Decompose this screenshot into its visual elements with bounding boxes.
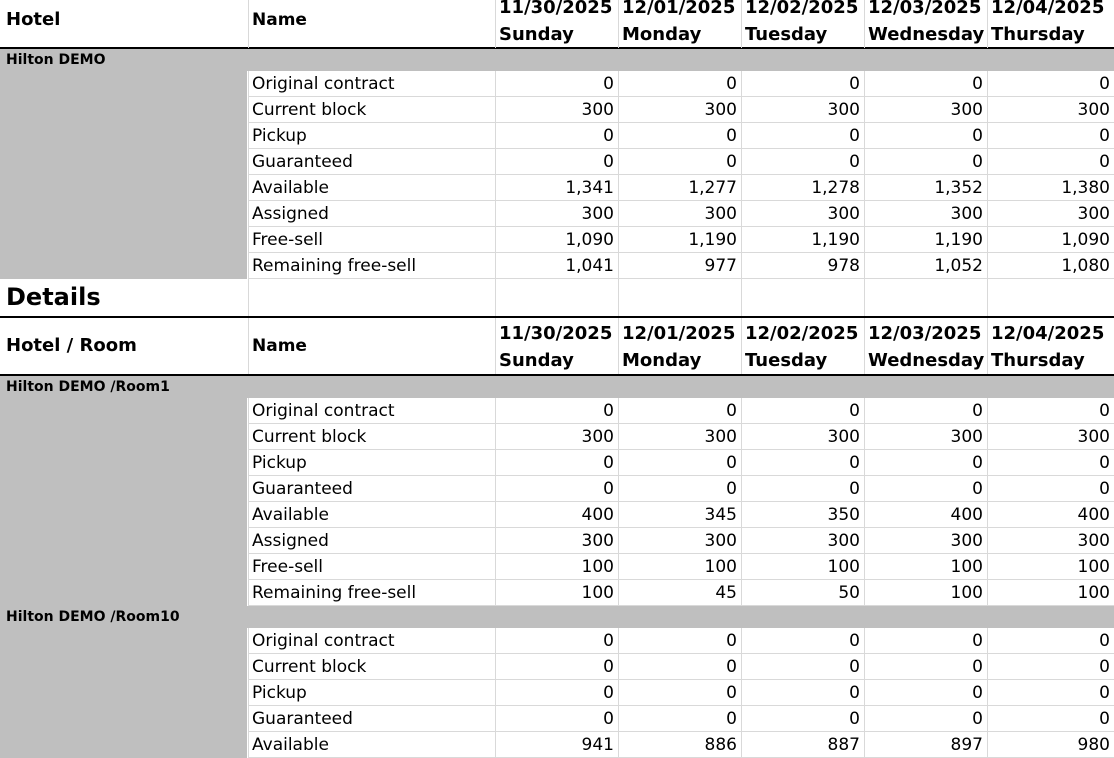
details-g0-row-1-value-0: 300 bbox=[581, 427, 614, 447]
details-name-header: Name bbox=[252, 336, 307, 356]
summary-date-3: 12/03/2025 bbox=[868, 0, 982, 18]
summary-g0-row-2-value-3: 0 bbox=[972, 126, 983, 146]
details-g0-row-5-value-4: 300 bbox=[1077, 531, 1110, 551]
details-g0-row-6-value-1: 100 bbox=[704, 557, 737, 577]
summary-day-2: Tuesday bbox=[745, 24, 828, 45]
summary-g0-row-1-value-3: 300 bbox=[950, 100, 983, 120]
details-g1-row-2-value-0: 0 bbox=[603, 683, 614, 703]
details-g0-row-label-5: Assigned bbox=[252, 531, 329, 551]
details-g0-row-1-value-4: 300 bbox=[1077, 427, 1110, 447]
details-g0-row-6-value-4: 100 bbox=[1077, 557, 1110, 577]
summary-hotel-header: Hotel bbox=[6, 9, 61, 30]
details-g0-row-label-2: Pickup bbox=[252, 453, 307, 473]
details-g1-row-4-value-0: 941 bbox=[581, 735, 614, 755]
details-g0-row-4-value-3: 400 bbox=[950, 505, 983, 525]
summary-day-1: Monday bbox=[622, 24, 702, 45]
details-g0-row-7-value-1: 45 bbox=[715, 583, 737, 603]
summary-g0-vgrid-6 bbox=[987, 71, 988, 279]
summary-g0-row-4-value-1: 1,277 bbox=[688, 178, 737, 198]
summary-g0-row-4-value-4: 1,380 bbox=[1061, 178, 1110, 198]
details-g0-row-5-value-2: 300 bbox=[827, 531, 860, 551]
details-g1-row-label-0: Original contract bbox=[252, 631, 395, 651]
details-g0-vgrid-5 bbox=[864, 398, 865, 606]
details-g1-row-4-value-1: 886 bbox=[704, 735, 737, 755]
summary-g0-row-label-3: Guaranteed bbox=[252, 152, 353, 172]
details-g1-row-2-value-3: 0 bbox=[972, 683, 983, 703]
details-g0-row-5-value-3: 300 bbox=[950, 531, 983, 551]
details-g0-row-label-1: Current block bbox=[252, 427, 367, 447]
details-g1-row-0-value-2: 0 bbox=[849, 631, 860, 651]
summary-day-0: Sunday bbox=[499, 24, 574, 45]
summary-g0-row-3-value-1: 0 bbox=[726, 152, 737, 172]
details-g0-row-1-value-1: 300 bbox=[704, 427, 737, 447]
summary-g0-row-0-value-0: 0 bbox=[603, 74, 614, 94]
details-g0-row-0-value-3: 0 bbox=[972, 401, 983, 421]
details-g0-vgrid-1 bbox=[248, 398, 249, 606]
details-g1-vgrid-2 bbox=[495, 628, 496, 758]
details-g0-row-6-value-3: 100 bbox=[950, 557, 983, 577]
details-g0-vgrid-4 bbox=[741, 398, 742, 606]
details-g1-row-0-value-4: 0 bbox=[1099, 631, 1110, 651]
summary-g0-row-0-value-2: 0 bbox=[849, 74, 860, 94]
summary-g0-row-5-value-2: 300 bbox=[827, 204, 860, 224]
details-g0-row-5-value-1: 300 bbox=[704, 531, 737, 551]
summary-g0-group-column bbox=[0, 71, 247, 279]
details-title-vgrid-1 bbox=[248, 279, 249, 317]
details-date-3: 12/03/2025 bbox=[868, 323, 982, 344]
details-day-2: Tuesday bbox=[745, 350, 828, 371]
summary-name-header: Name bbox=[252, 10, 307, 30]
details-g1-row-label-2: Pickup bbox=[252, 683, 307, 703]
details-header-vgrid-5 bbox=[864, 318, 865, 374]
summary-g0-row-4-value-2: 1,278 bbox=[811, 178, 860, 198]
details-g0-row-4-value-2: 350 bbox=[827, 505, 860, 525]
details-title-vgrid-3 bbox=[618, 279, 619, 317]
details-g0-row-0-value-1: 0 bbox=[726, 401, 737, 421]
summary-date-1: 12/01/2025 bbox=[622, 0, 736, 18]
details-g0-row-3-value-0: 0 bbox=[603, 479, 614, 499]
details-g0-row-label-4: Available bbox=[252, 505, 329, 525]
summary-g0-row-3-value-4: 0 bbox=[1099, 152, 1110, 172]
details-g1-row-3-value-4: 0 bbox=[1099, 709, 1110, 729]
details-g1-row-label-4: Available bbox=[252, 735, 329, 755]
summary-day-4: Thursday bbox=[991, 24, 1085, 45]
details-g0-row-0-value-2: 0 bbox=[849, 401, 860, 421]
details-g0-row-7-value-0: 100 bbox=[581, 583, 614, 603]
summary-g0-row-5-value-4: 300 bbox=[1077, 204, 1110, 224]
details-g1-row-label-1: Current block bbox=[252, 657, 367, 677]
details-g0-row-label-7: Remaining free-sell bbox=[252, 583, 417, 603]
summary-g0-row-1-value-4: 300 bbox=[1077, 100, 1110, 120]
summary-g0-row-1-value-1: 300 bbox=[704, 100, 737, 120]
details-g1-vgrid-5 bbox=[864, 628, 865, 758]
summary-g0-row-label-2: Pickup bbox=[252, 126, 307, 146]
details-g0-row-2-value-3: 0 bbox=[972, 453, 983, 473]
summary-g0-row-5-value-1: 300 bbox=[704, 204, 737, 224]
summary-g0-vgrid-3 bbox=[618, 71, 619, 279]
details-g1-row-1-value-2: 0 bbox=[849, 657, 860, 677]
details-date-0: 11/30/2025 bbox=[499, 323, 613, 344]
summary-g0-row-label-0: Original contract bbox=[252, 74, 395, 94]
details-g0-row-7-value-4: 100 bbox=[1077, 583, 1110, 603]
summary-g0-vgrid-2 bbox=[495, 71, 496, 279]
details-g1-row-3-value-1: 0 bbox=[726, 709, 737, 729]
details-g0-row-2-value-4: 0 bbox=[1099, 453, 1110, 473]
summary-g0-vgrid-4 bbox=[741, 71, 742, 279]
details-day-0: Sunday bbox=[499, 350, 574, 371]
summary-g0-row-6-value-2: 1,190 bbox=[811, 230, 860, 250]
summary-g0-row-4-value-0: 1,341 bbox=[565, 178, 614, 198]
summary-day-3: Wednesday bbox=[868, 24, 985, 45]
details-g1-group-label: Hilton DEMO /Room10 bbox=[6, 609, 180, 625]
details-g0-row-1-value-3: 300 bbox=[950, 427, 983, 447]
summary-g0-vgrid-5 bbox=[864, 71, 865, 279]
summary-g0-row-1-value-2: 300 bbox=[827, 100, 860, 120]
summary-g0-row-2-value-4: 0 bbox=[1099, 126, 1110, 146]
details-g1-row-1-value-1: 0 bbox=[726, 657, 737, 677]
details-date-4: 12/04/2025 bbox=[991, 323, 1105, 344]
summary-g0-row-label-5: Assigned bbox=[252, 204, 329, 224]
details-g1-row-0-value-3: 0 bbox=[972, 631, 983, 651]
details-g1-group-column bbox=[0, 628, 247, 758]
summary-g0-row-7-value-3: 1,052 bbox=[934, 256, 983, 276]
details-g0-group-column bbox=[0, 398, 247, 606]
details-title-vgrid-6 bbox=[987, 279, 988, 317]
details-header-vgrid-6 bbox=[987, 318, 988, 374]
details-g0-row-7-value-3: 100 bbox=[950, 583, 983, 603]
summary-g0-row-4-value-3: 1,352 bbox=[934, 178, 983, 198]
summary-g0-row-label-7: Remaining free-sell bbox=[252, 256, 417, 276]
details-day-3: Wednesday bbox=[868, 350, 985, 371]
details-g1-row-3-value-2: 0 bbox=[849, 709, 860, 729]
details-header-vgrid-4 bbox=[741, 318, 742, 374]
summary-g0-row-0-value-3: 0 bbox=[972, 74, 983, 94]
details-title-vgrid-4 bbox=[741, 279, 742, 317]
details-g1-row-3-value-0: 0 bbox=[603, 709, 614, 729]
summary-g0-row-7-value-0: 1,041 bbox=[565, 256, 614, 276]
summary-header-vgrid-3 bbox=[618, 0, 619, 48]
details-g1-vgrid-6 bbox=[987, 628, 988, 758]
summary-g0-row-2-value-1: 0 bbox=[726, 126, 737, 146]
details-g1-row-1-value-0: 0 bbox=[603, 657, 614, 677]
details-g0-vgrid-2 bbox=[495, 398, 496, 606]
details-g1-row-1-value-3: 0 bbox=[972, 657, 983, 677]
details-g1-row-0-value-1: 0 bbox=[726, 631, 737, 651]
details-title-vgrid-2 bbox=[495, 279, 496, 317]
details-g1-row-4-value-3: 897 bbox=[950, 735, 983, 755]
details-g0-row-7-value-2: 50 bbox=[838, 583, 860, 603]
details-g1-row-1-value-4: 0 bbox=[1099, 657, 1110, 677]
details-hotel-header: Hotel / Room bbox=[6, 335, 137, 356]
summary-g0-row-label-4: Available bbox=[252, 178, 329, 198]
details-header-vgrid-1 bbox=[248, 318, 249, 374]
details-date-1: 12/01/2025 bbox=[622, 323, 736, 344]
details-g1-row-label-3: Guaranteed bbox=[252, 709, 353, 729]
details-g1-row-4-value-2: 887 bbox=[827, 735, 860, 755]
details-title-vgrid-5 bbox=[864, 279, 865, 317]
summary-g0-row-label-1: Current block bbox=[252, 100, 367, 120]
summary-g0-row-7-value-1: 977 bbox=[704, 256, 737, 276]
details-g0-group-label: Hilton DEMO /Room1 bbox=[6, 379, 170, 395]
summary-g0-row-2-value-2: 0 bbox=[849, 126, 860, 146]
details-g0-row-label-6: Free-sell bbox=[252, 557, 323, 577]
details-g0-row-3-value-3: 0 bbox=[972, 479, 983, 499]
summary-g0-row-label-6: Free-sell bbox=[252, 230, 323, 250]
summary-g0-row-6-value-3: 1,190 bbox=[934, 230, 983, 250]
summary-g0-gridline-7 bbox=[248, 278, 1114, 279]
summary-g0-row-6-value-4: 1,090 bbox=[1061, 230, 1110, 250]
summary-header-vgrid-1 bbox=[248, 0, 249, 48]
details-g0-row-5-value-0: 300 bbox=[581, 531, 614, 551]
details-g0-vgrid-6 bbox=[987, 398, 988, 606]
details-date-2: 12/02/2025 bbox=[745, 323, 859, 344]
summary-header-vgrid-6 bbox=[987, 0, 988, 48]
summary-g0-row-6-value-1: 1,190 bbox=[688, 230, 737, 250]
details-header-vgrid-2 bbox=[495, 318, 496, 374]
details-g1-vgrid-3 bbox=[618, 628, 619, 758]
summary-g0-row-0-value-4: 0 bbox=[1099, 74, 1110, 94]
summary-header-vgrid-2 bbox=[495, 0, 496, 48]
details-g1-row-0-value-0: 0 bbox=[603, 631, 614, 651]
details-g0-row-3-value-2: 0 bbox=[849, 479, 860, 499]
summary-g0-row-6-value-0: 1,090 bbox=[565, 230, 614, 250]
details-g0-row-label-0: Original contract bbox=[252, 401, 395, 421]
summary-g0-row-1-value-0: 300 bbox=[581, 100, 614, 120]
summary-date-4: 12/04/2025 bbox=[991, 0, 1105, 18]
details-g0-row-0-value-4: 0 bbox=[1099, 401, 1110, 421]
details-g0-row-2-value-1: 0 bbox=[726, 453, 737, 473]
details-day-4: Thursday bbox=[991, 350, 1085, 371]
details-g0-row-3-value-4: 0 bbox=[1099, 479, 1110, 499]
details-g1-vgrid-1 bbox=[248, 628, 249, 758]
summary-g0-row-5-value-0: 300 bbox=[581, 204, 614, 224]
details-g1-vgrid-4 bbox=[741, 628, 742, 758]
summary-g0-vgrid-1 bbox=[248, 71, 249, 279]
details-g1-row-2-value-2: 0 bbox=[849, 683, 860, 703]
details-g1-row-2-value-1: 0 bbox=[726, 683, 737, 703]
details-g0-row-1-value-2: 300 bbox=[827, 427, 860, 447]
summary-header-vgrid-4 bbox=[741, 0, 742, 48]
details-g1-row-4-value-4: 980 bbox=[1077, 735, 1110, 755]
summary-g0-row-5-value-3: 300 bbox=[950, 204, 983, 224]
summary-g0-row-7-value-4: 1,080 bbox=[1061, 256, 1110, 276]
summary-date-2: 12/02/2025 bbox=[745, 0, 859, 18]
details-g0-row-0-value-0: 0 bbox=[603, 401, 614, 421]
details-g0-row-2-value-0: 0 bbox=[603, 453, 614, 473]
details-g0-row-6-value-2: 100 bbox=[827, 557, 860, 577]
summary-g0-row-0-value-1: 0 bbox=[726, 74, 737, 94]
details-title: Details bbox=[6, 283, 101, 311]
summary-g0-row-2-value-0: 0 bbox=[603, 126, 614, 146]
summary-g0-group-label: Hilton DEMO bbox=[6, 52, 106, 68]
details-g0-row-4-value-0: 400 bbox=[581, 505, 614, 525]
details-header-vgrid-3 bbox=[618, 318, 619, 374]
details-g0-vgrid-3 bbox=[618, 398, 619, 606]
summary-date-0: 11/30/2025 bbox=[499, 0, 613, 18]
details-day-1: Monday bbox=[622, 350, 702, 371]
summary-g0-row-3-value-0: 0 bbox=[603, 152, 614, 172]
details-g0-row-4-value-1: 345 bbox=[704, 505, 737, 525]
summary-g0-row-3-value-2: 0 bbox=[849, 152, 860, 172]
details-g0-row-label-3: Guaranteed bbox=[252, 479, 353, 499]
details-g1-row-2-value-4: 0 bbox=[1099, 683, 1110, 703]
details-g0-row-4-value-4: 400 bbox=[1077, 505, 1110, 525]
summary-g0-row-7-value-2: 978 bbox=[827, 256, 860, 276]
summary-g0-row-3-value-3: 0 bbox=[972, 152, 983, 172]
summary-header-vgrid-5 bbox=[864, 0, 865, 48]
details-g0-row-6-value-0: 100 bbox=[581, 557, 614, 577]
details-g1-row-3-value-3: 0 bbox=[972, 709, 983, 729]
details-g0-row-3-value-1: 0 bbox=[726, 479, 737, 499]
details-g0-row-2-value-2: 0 bbox=[849, 453, 860, 473]
